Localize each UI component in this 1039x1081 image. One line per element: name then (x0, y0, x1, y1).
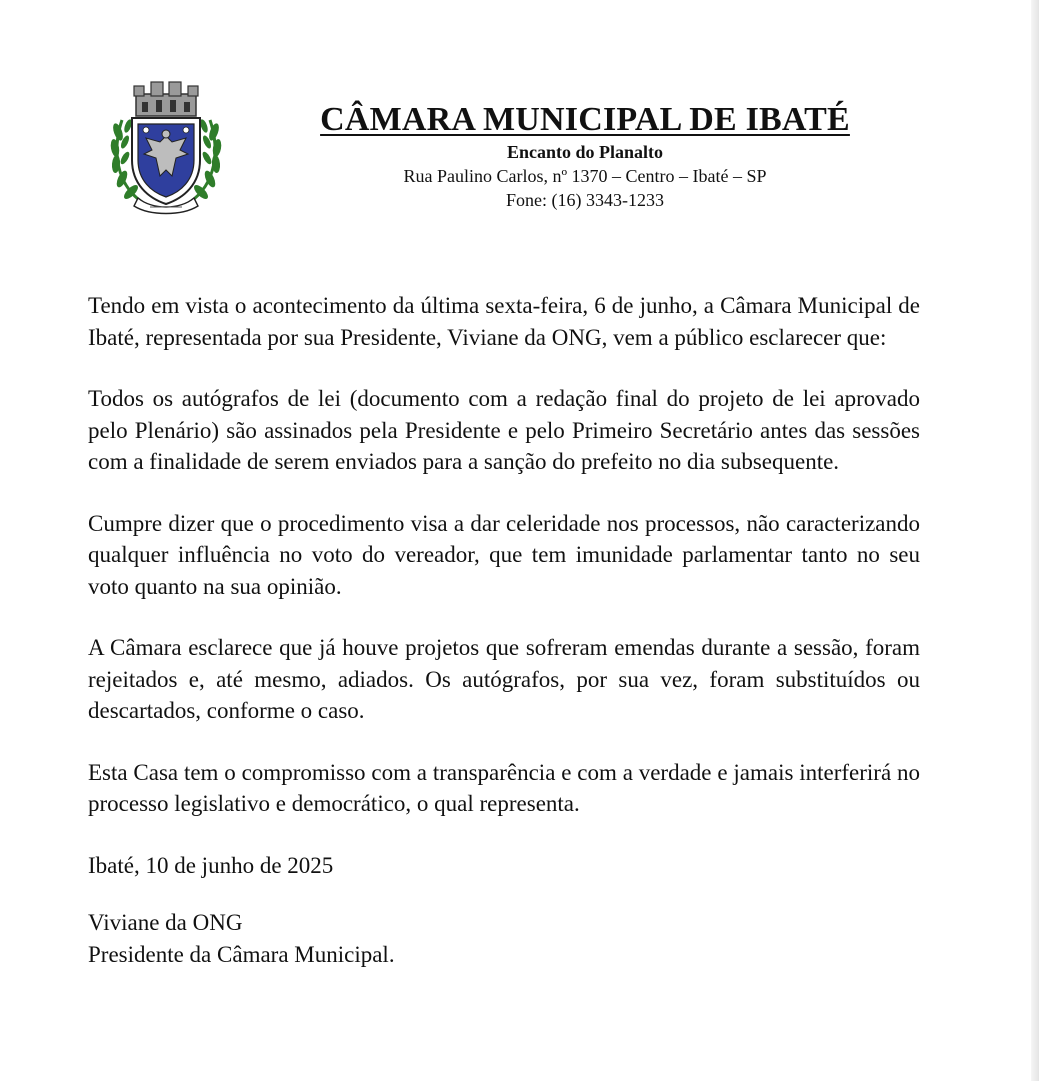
paragraph: Todos os autógrafos de lei (documento com a redação final do projeto de lei aprovado pelo Plenário) são assinados pela Presidente e pelo Primeiro Secretário antes das sessões com a finalidade de serem enviados para a sanção do prefeito no dia subsequente. (88, 386, 920, 474)
signer-title: Presidente da Câmara Municipal. (88, 941, 395, 967)
place-and-date: Ibaté, 10 de junho de 2025 (88, 852, 334, 878)
signer-name: Viviane da ONG (88, 910, 243, 935)
paragraph: A Câmara esclarece que já houve projetos que sofreram emendas durante a sessão, foram rejeitados e, até mesmo, adiados. Os autógrafos, por sua vez, foram substituídos ou descartados, conforme o caso. (88, 635, 920, 723)
address: Rua Paulino Carlos, nº 1370 – Centro – Ibaté – SP (403, 166, 767, 186)
page-edge (1031, 0, 1039, 1081)
document-body (88, 290, 920, 970)
letterhead (100, 78, 920, 218)
paragraph: Cumpre dizer que o procedimento visa a dar celeridade nos processos, não caracterizando qualquer influência no voto do vereador, que tem imunidade parlamentar tanto no seu voto quanto na sua opinião. (88, 510, 920, 599)
signature-block (88, 907, 920, 970)
paragraph: Esta Casa tem o compromisso com a transparência e com a verdade e jamais interferirá no processo legislativo e democrático, o qual representa. (88, 759, 920, 816)
paragraph: Tendo em vista o acontecimento da última sexta-feira, 6 de junho, a Câmara Municipal de Ibaté, representada por sua Presidente, Viviane da ONG, vem a público esclarecer que: (88, 293, 920, 350)
municipal-coat-of-arms-icon (108, 80, 224, 216)
letterhead-text (310, 100, 860, 212)
phone-number: Fone: (16) 3343-1233 (506, 190, 664, 210)
organization-name: CÂMARA MUNICIPAL DE IBATÉ (320, 101, 850, 138)
motto: Encanto do Planalto (506, 142, 664, 162)
